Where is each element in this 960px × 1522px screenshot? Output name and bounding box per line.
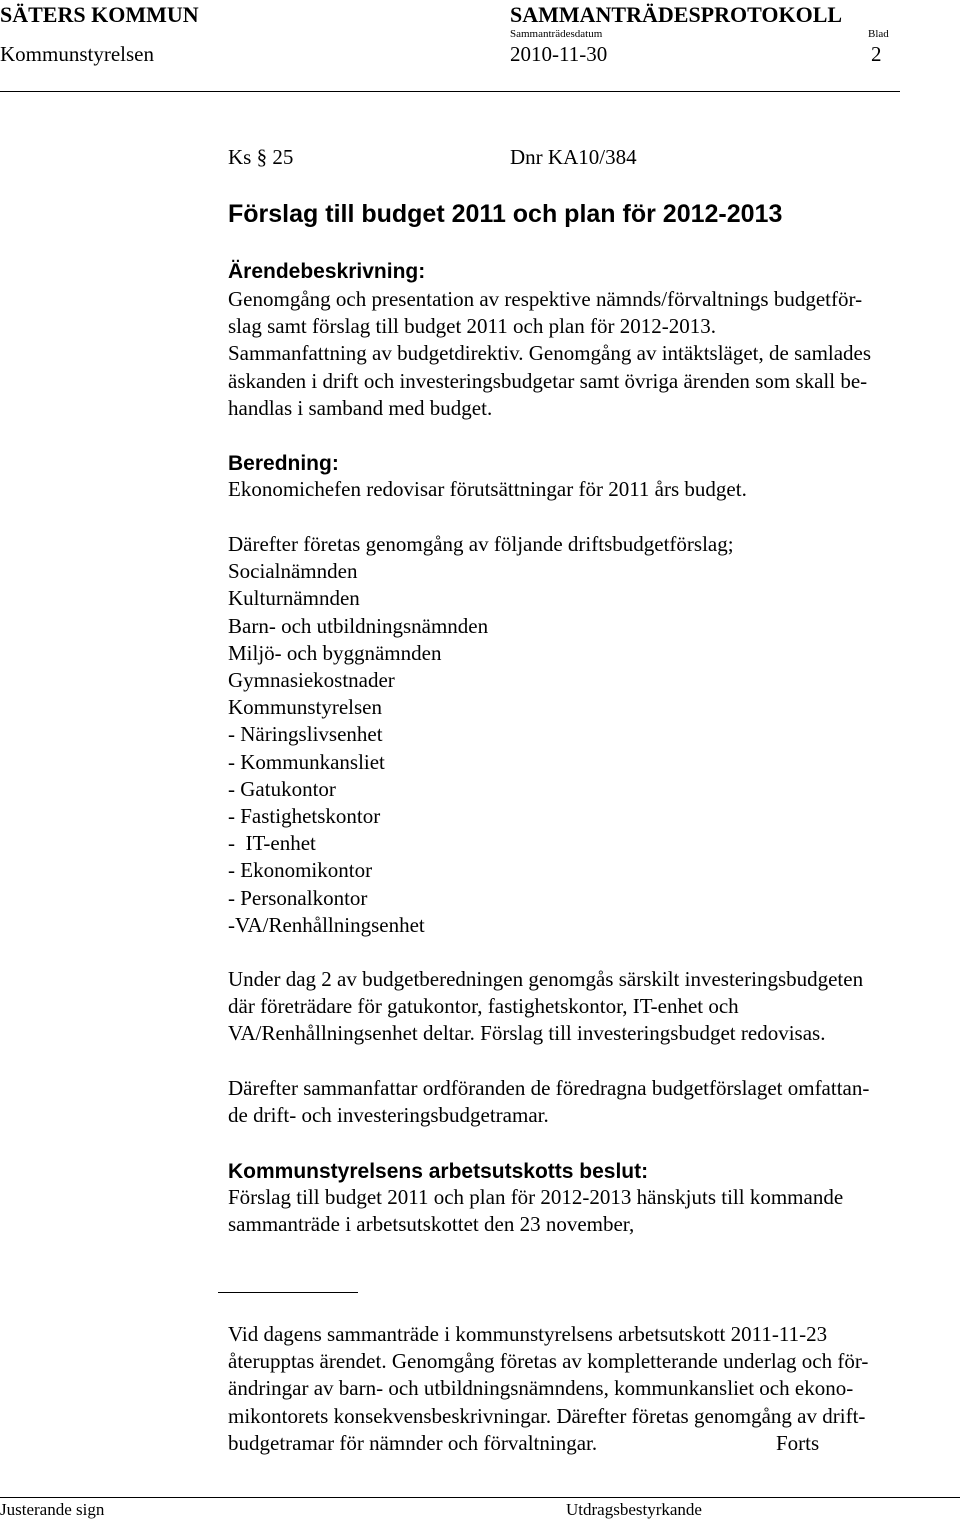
resumed-paragraph [228,1321,960,1457]
case-dnr: Dnr KA10/384 [510,145,637,169]
paragraph-line: Förslag till budget 2011 och plan för 2012-2013 hänskjuts till kommande [228,1185,844,1209]
meeting-date: 2010-11-30 [510,42,608,66]
page-number: 2 [871,42,882,66]
separator-rule [218,1292,358,1293]
preparation-heading: Beredning: [228,452,339,475]
list-item: Kulturnämnden [228,586,360,611]
list-item: -VA/Renhållningsenhet [228,912,425,937]
list-item: Gymnasiekostnader [228,668,395,693]
page-label: Blad [868,28,889,40]
description-heading: Ärendebeskrivning: [228,260,426,283]
paragraph-line: ändringar av barn- och utbildningsnämndens, kommunkansliet och ekono- [228,1376,854,1401]
decision-heading: Kommunstyrelsens arbetsutskotts beslut: [228,1160,649,1183]
description-text [228,286,960,422]
sign-label: Justerande sign [0,1500,105,1519]
date-label: Sammanträdesdatum [510,28,603,40]
description-line: handlas i samband med budget. [228,395,493,420]
footer-rule [0,1497,960,1498]
description-line: slag samt förslag till budget 2011 och plan för 2012-2013. [228,314,716,339]
board-name: Kommunstyrelsen [0,42,154,66]
paragraph-line: sammanträde i arbetsutskottet den 23 november, [228,1212,635,1237]
list-item: - Kommunkansliet [228,749,385,774]
paragraph-line: återupptas ärendet. Genomgång företas av kompletterande underlag och för- [228,1349,869,1374]
list-item: Socialnämnden [228,559,358,584]
paragraph-line: mikontorets konsekvensbeskrivningar. Därefter företas genomgång av drift- [228,1403,866,1428]
paragraph-line: där företrädare för gatukontor, fastighetskontor, IT-enhet och [228,994,739,1019]
list-item: Miljö- och byggnämnden [228,640,442,665]
municipality-name: SÄTERS KOMMUN [0,2,199,27]
paragraph-line: VA/Renhållningsenhet deltar. Förslag till investeringsbudget redovisas. [228,1021,826,1046]
list-item: Barn- och utbildningsnämnden [228,613,489,638]
page-title: Förslag till budget 2011 och plan för 2012-2013 [228,200,783,228]
list-item: - IT-enhet [228,831,316,856]
header-rule [0,91,900,92]
paragraph-line: Under dag 2 av budgetberedningen genomgås särskilt investeringsbudgeten [228,967,864,991]
summary-paragraph [228,1075,960,1129]
document-type: SAMMANTRÄDESPROTOKOLL [510,2,843,27]
continued-label: Forts [776,1430,820,1455]
list-item: - Ekonomikontor [228,858,373,883]
preparation-text: Ekonomichefen redovisar förutsättningar för 2011 års budget. [228,477,747,501]
case-number: Ks § 25 [228,145,294,169]
operations-list [228,531,960,939]
list-item: - Näringslivsenhet [228,722,383,747]
operations-intro: Därefter företas genomgång av följande driftsbudgetförslag; [228,532,734,556]
list-item: Kommunstyrelsen [228,695,382,720]
paragraph-line: Vid dagens sammanträde i kommunstyrelsens arbetsutskott 2011-11-23 [228,1322,828,1346]
list-item: - Personalkontor [228,885,368,910]
list-item: - Fastighetskontor [228,804,381,829]
description-line: Genomgång och presentation av respektive nämnds/förvaltnings budgetför- [228,287,863,311]
decision-text [228,1184,960,1238]
description-line: Sammanfattning av budgetdirektiv. Genomgång av intäktsläget, de samlades [228,341,872,366]
description-line: äskanden i drift och investeringsbudgetar samt övriga ärenden som skall be- [228,368,868,393]
paragraph-line: budgetramar för nämnder och förvaltningar. [228,1430,598,1455]
paragraph-line: Därefter sammanfattar ordföranden de föredragna budgetförslaget omfattan- [228,1076,870,1100]
list-item: - Gatukontor [228,776,336,801]
excerpt-label: Utdragsbestyrkande [566,1500,702,1519]
investment-paragraph [228,966,960,1048]
paragraph-line: de drift- och investeringsbudgetramar. [228,1103,549,1128]
